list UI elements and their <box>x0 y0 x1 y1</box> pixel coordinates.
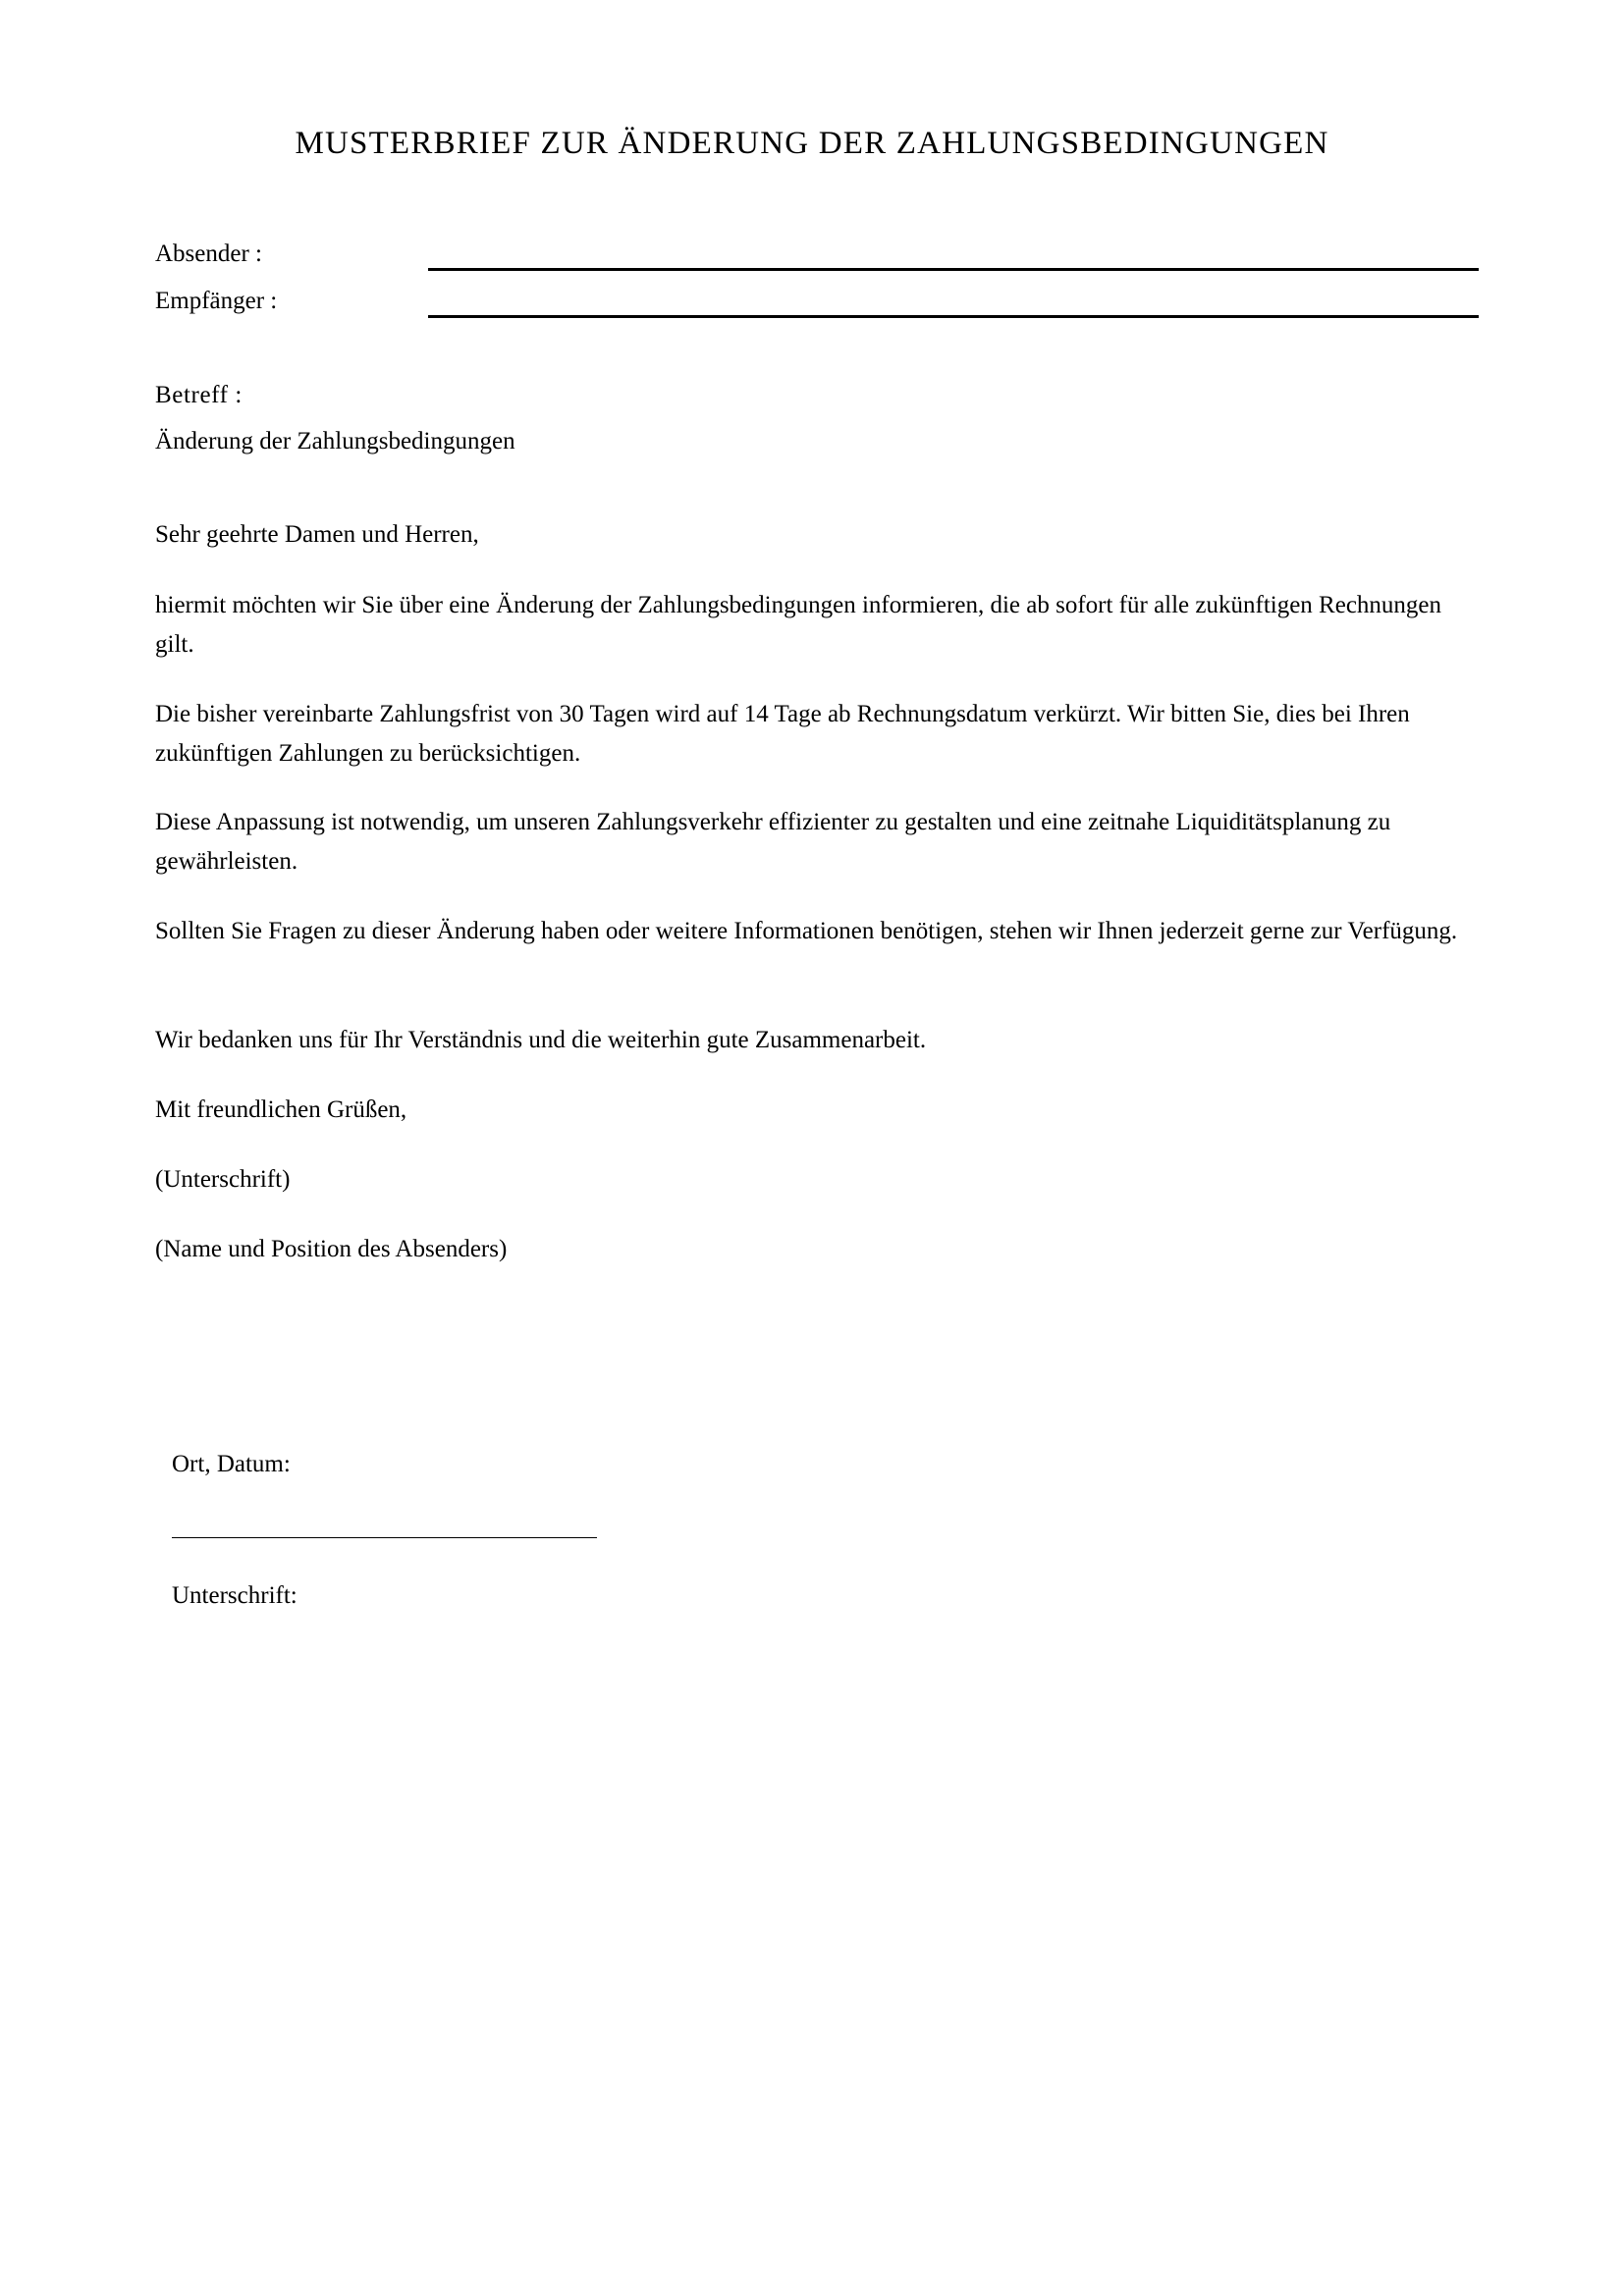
place-date-line[interactable] <box>172 1537 597 1538</box>
recipient-label: Empfänger : <box>155 288 278 314</box>
sender-label: Absender : <box>155 240 262 267</box>
paragraph-3: Diese Anpassung ist notwendig, um unseren Zahlungsverkehr effizienter zu gestalten und eine zeitnahe Liquiditätsplanung zu gewährleisten. <box>155 809 1391 875</box>
signature-label: Unterschrift: <box>172 1582 298 1609</box>
place-date-label: Ort, Datum: <box>172 1451 291 1477</box>
closing: Mit freundlichen Grüßen, <box>155 1096 407 1123</box>
document-title: MUSTERBRIEF ZUR ÄNDERUNG DER ZAHLUNGSBEDINGUNGEN <box>295 126 1329 161</box>
paragraph-2: Die bisher vereinbarte Zahlungsfrist von 30 Tagen wird auf 14 Tage ab Rechnungsdatum verkürzt. Wir bitten Sie, dies bei Ihren zukünftigen Zahlungen zu berücksichtigen. <box>155 701 1410 767</box>
name-position-placeholder: (Name und Position des Absenders) <box>155 1236 508 1262</box>
sender-line[interactable] <box>428 268 1479 271</box>
paragraph-4: Sollten Sie Fragen zu dieser Änderung haben oder weitere Informationen benötigen, stehen wir Ihnen jederzeit gerne zur Verfügung. <box>155 918 1458 944</box>
signature-placeholder: (Unterschrift) <box>155 1166 291 1193</box>
subject-text: Änderung der Zahlungsbedingungen <box>155 428 515 454</box>
subject-label: Betreff : <box>155 382 243 408</box>
salutation: Sehr geehrte Damen und Herren, <box>155 521 479 548</box>
paragraph-5: Wir bedanken uns für Ihr Verständnis und die weiterhin gute Zusammenarbeit. <box>155 1027 927 1053</box>
recipient-line[interactable] <box>428 315 1479 318</box>
paragraph-1: hiermit möchten wir Sie über eine Änderung der Zahlungsbedingungen informieren, die ab sofort für alle zukünftigen Rechnungen gilt. <box>155 592 1442 658</box>
